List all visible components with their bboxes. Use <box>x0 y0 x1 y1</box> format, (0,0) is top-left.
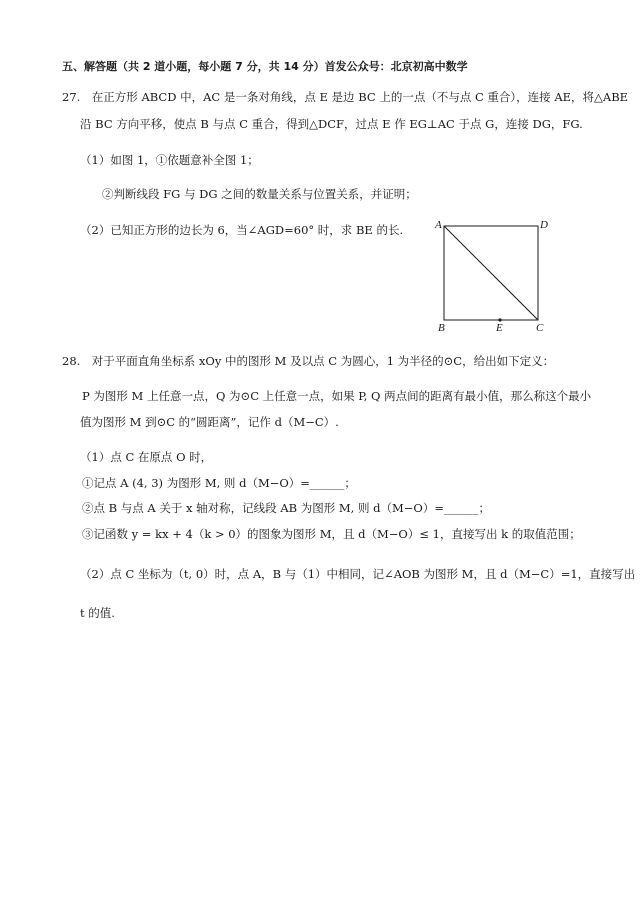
q28-part2-line1: （2）点 C 坐标为（t, 0）时，点 A，B 与（1）中相同，记∠AOB 为图形 M，且 d（M−C）=1，直接写出 <box>80 567 636 581</box>
label-d: D <box>540 219 548 231</box>
q28-stem: 28. 对于平面直角坐标系 xOy 中的图形 M 及以点 C 为圆心，1 为半径的⊙C，给出如下定义： <box>62 354 555 368</box>
section-header: 五、解答题（共 2 道小题，每小题 7 分，共 14 分）首发公众号：北京初高中数学 <box>62 60 468 73</box>
label-e: E <box>496 322 503 334</box>
q28-def-line2: 值为图形 M 到⊙C 的“圆距离”，记作 d（M−C）. <box>80 415 339 429</box>
label-c: C <box>536 322 544 334</box>
diagonal-ac <box>444 226 538 320</box>
q28-part2-line2: t 的值. <box>80 606 115 620</box>
q27-part1-b: ②判断线段 FG 与 DG 之间的数量关系与位置关系，并证明； <box>102 187 417 201</box>
q28-part1: （1）点 C 在原点 O 时， <box>80 450 213 464</box>
square-abcd-figure <box>432 218 552 336</box>
q27-part2: （2）已知正方形的边长为 6，当∠AGD=60° 时，求 BE 的长. <box>80 223 404 237</box>
q27-part1-a: （1）如图 1，①依题意补全图 1； <box>80 153 259 167</box>
label-a: A <box>435 219 442 231</box>
q28-part1-c: ③记函数 y = kx + 4（k > 0）的图象为图形 M，且 d（M−O）≤ 1，直接写出 k 的取值范围； <box>82 527 581 541</box>
q27-stem-line1: 27. 在正方形 ABCD 中，AC 是一条对角线，点 E 是边 BC 上的一点（不与点 C 重合），连接 AE，将△ABE <box>62 90 629 104</box>
q27-stem-line2: 沿 BC 方向平移，使点 B 与点 C 重合，得到△DCF，过点 E 作 EG⊥AC 于点 G，连接 DG，FG. <box>80 117 583 131</box>
q28-def-line1: P 为图形 M 上任意一点，Q 为⊙C 上任意一点，如果 P, Q 两点间的距离有最小值，那么称这个最小 <box>82 389 592 403</box>
label-b: B <box>438 322 445 334</box>
q28-part1-b: ②点 B 与点 A 关于 x 轴对称，记线段 AB 为图形 M, 则 d（M−O）=______； <box>82 501 490 515</box>
q28-part1-a: ①记点 A (4, 3) 为图形 M, 则 d（M−O）=______； <box>82 476 356 490</box>
